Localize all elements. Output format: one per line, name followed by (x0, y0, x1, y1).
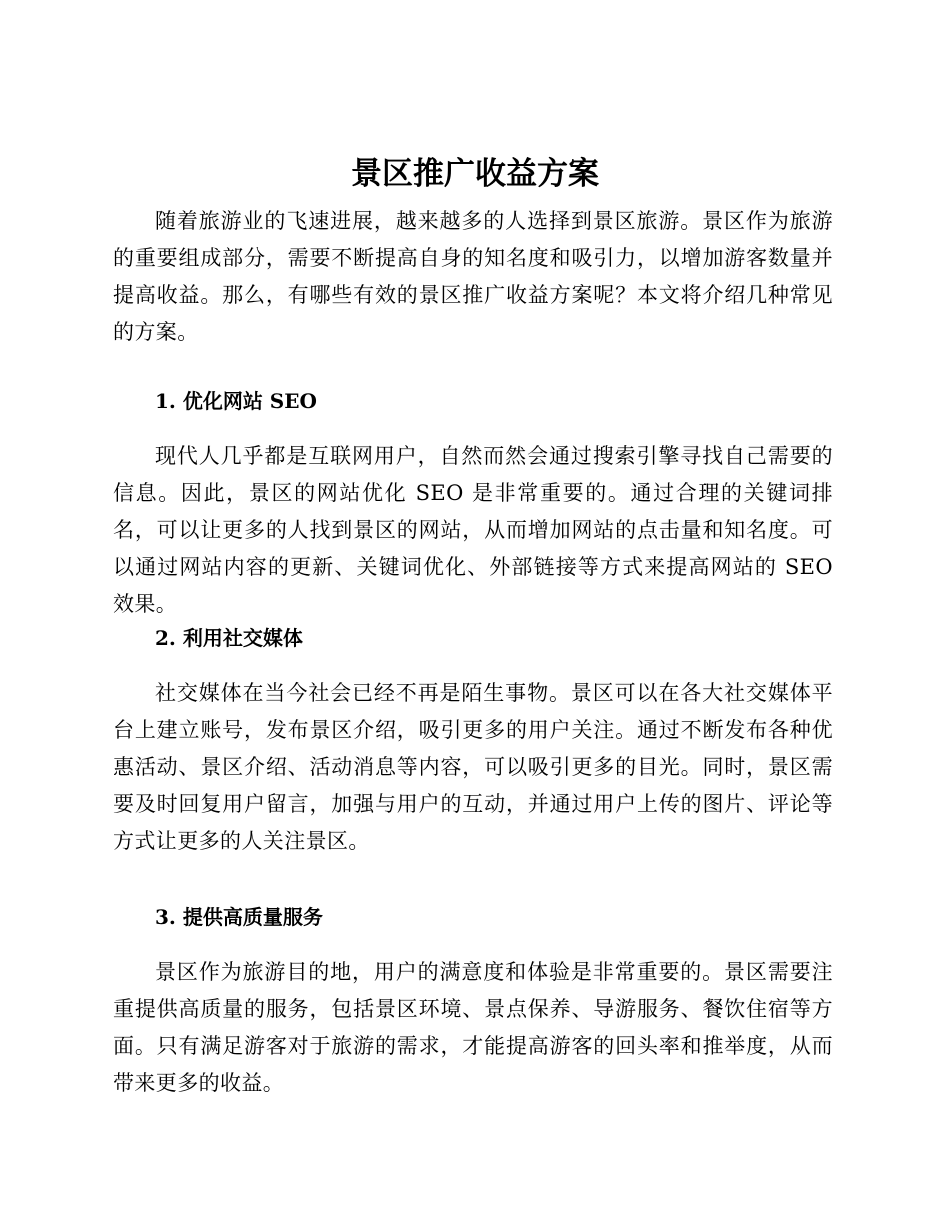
section-body-social-media: 社交媒体在当今社会已经不再是陌生事物。景区可以在各大社交媒体平台上建立账号，发布景区介绍，吸引更多的用户关注。通过不断发布各种优惠活动、景区介绍、活动消息等内容，可以吸引更多的目光。同时，景区需要及时回复用户留言，加强与用户的互动，并通过用户上传的图片、评论等方式让更多的人关注景区。 (113, 681, 833, 853)
document-title: 景区推广收益方案 (351, 156, 599, 192)
intro-paragraph: 随着旅游业的飞速进展，越来越多的人选择到景区旅游。景区作为旅游的重要组成部分，需要不断提高自身的知名度和吸引力，以增加游客数量并提高收益。那么，有哪些有效的景区推广收益方案呢？本文将介绍几种常见的方案。 (113, 209, 833, 344)
section-heading-seo: 1. 优化网站 SEO (155, 389, 317, 413)
section-heading-social-media: 2. 利用社交媒体 (155, 626, 303, 650)
section-heading-service: 3. 提供高质量服务 (155, 905, 323, 929)
section-body-seo: 现代人几乎都是互联网用户，自然而然会通过搜索引擎寻找自己需要的信息。因此，景区的网站优化 SEO 是非常重要的。通过合理的关键词排名，可以让更多的人找到景区的网站，从而增加网站的点击量和知名度。可以通过网站内容的更新、关键词优化、外部链接等方式来提高网站的 SEO 效果。 (113, 444, 833, 616)
section-body-service: 景区作为旅游目的地，用户的满意度和体验是非常重要的。景区需要注重提供高质量的服务，包括景区环境、景点保养、导游服务、餐饮住宿等方面。只有满足游客对于旅游的需求，才能提高游客的回头率和推举度，从而带来更多的收益。 (113, 960, 833, 1095)
